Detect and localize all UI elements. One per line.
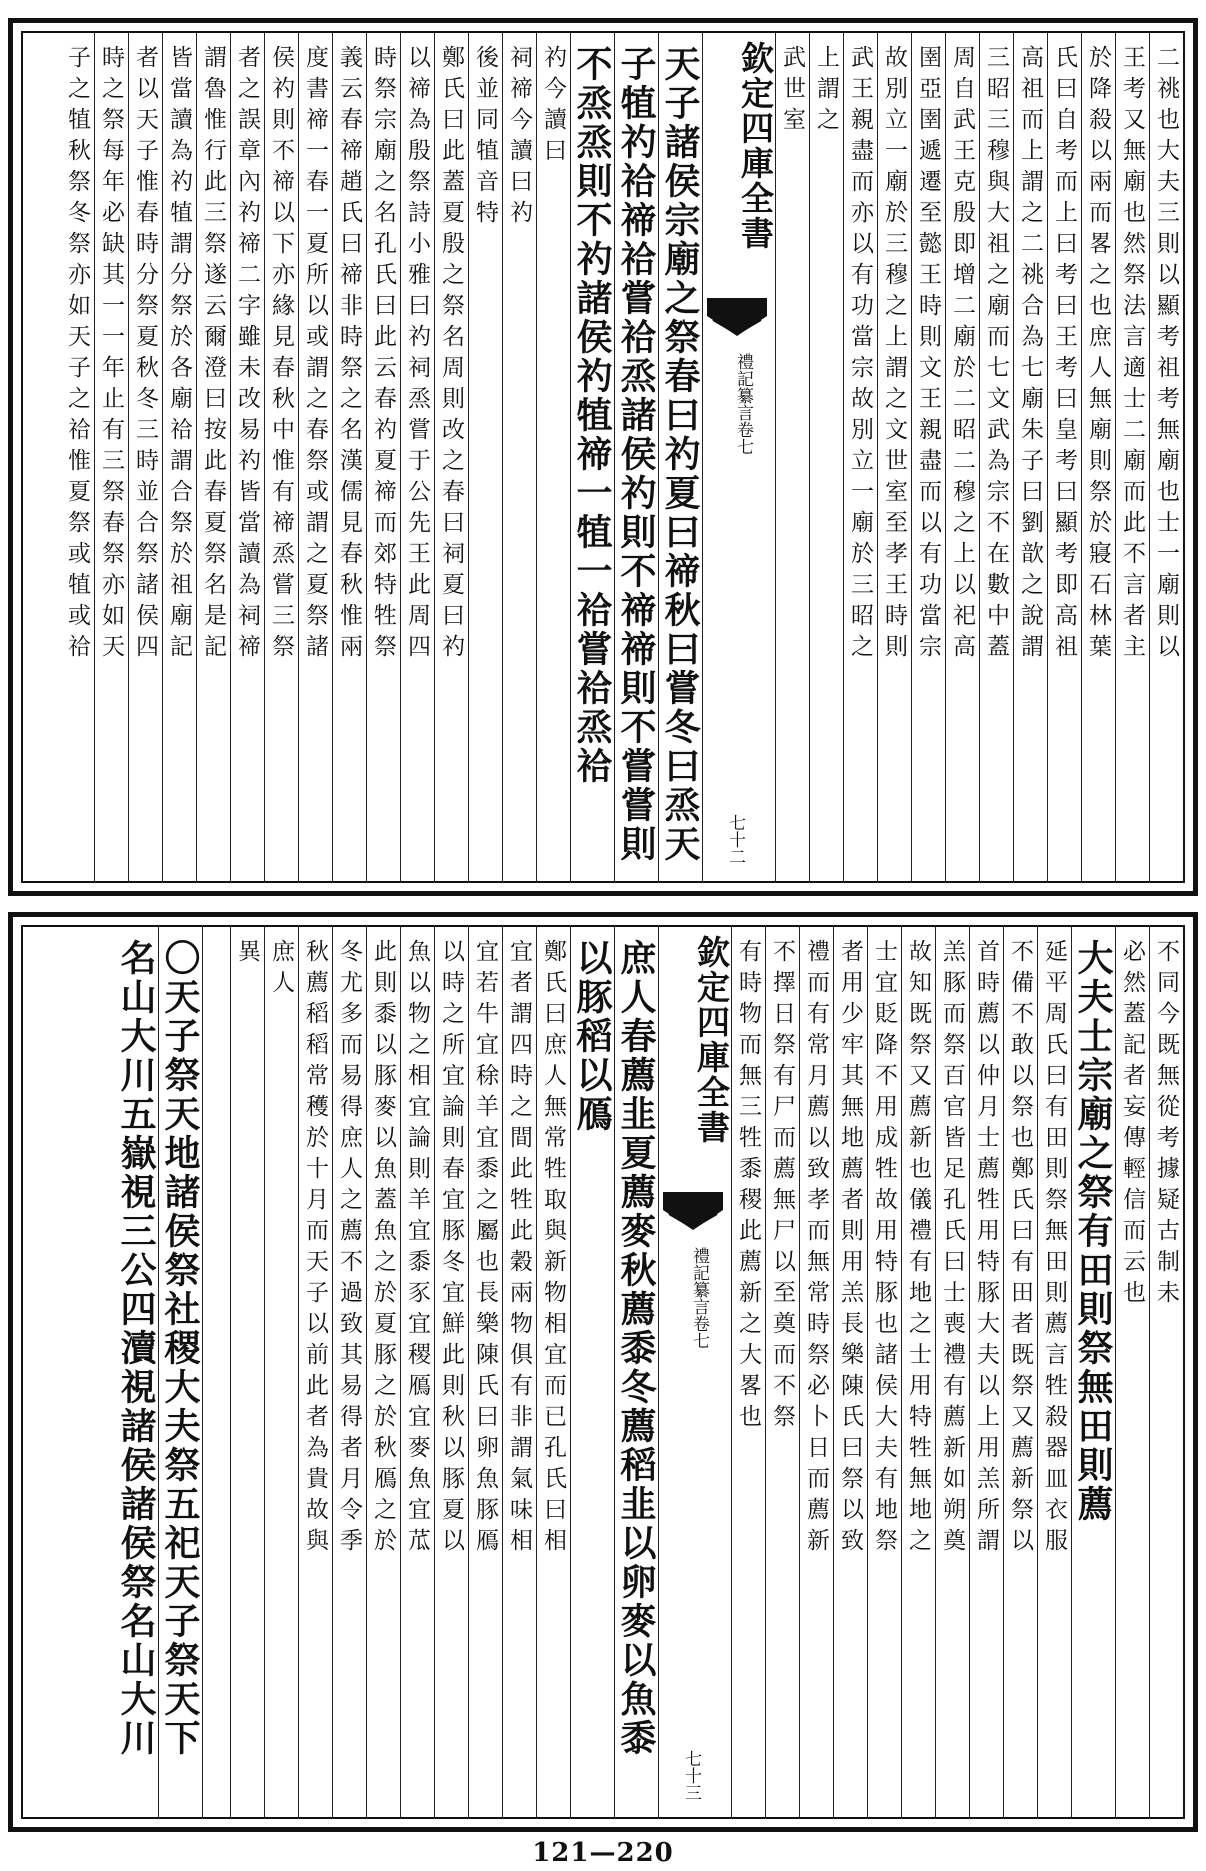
bottom-left-column-0: 庶人春薦韭夏薦麥秋薦黍冬薦稻韭以卵麥以魚黍 [614,927,658,1817]
bottom-right-column-9: 者用少牢其無地薦者則用羔長樂陳氏曰祭以致 [833,927,867,1817]
bottom-center-fold [658,927,731,1817]
bottom-right-column-8: 士宜貶降不用成牲故用特豚也諸侯大夫有地祭 [867,927,901,1817]
top-chapter: 卷七 [733,421,753,455]
top-right-column-6: 周自武王克殷即增二廟於二昭二穆之上以祀高 [945,33,979,881]
top-book-label [713,353,753,455]
bottom-right-column-2: 大夫士宗廟之祭有田則祭無田則薦 [1071,927,1115,1817]
top-page [8,18,1198,896]
bottom-right-column-10: 禮而有常月薦以致孝而無常時祭必卜日而薦新 [799,927,833,1817]
bottom-left-column-4: 宜若牛宜稌羊宜黍之屬也長樂陳氏曰卵魚豚鴈 [468,927,502,1817]
bottom-columns [23,927,1183,1817]
bottom-left-column-11: 異 [230,927,264,1817]
bottom-left-column-10: 庶人 [264,927,298,1817]
bottom-left-column-3: 宜者謂四時之間此牲此穀兩物俱有非謂氣味相 [502,927,536,1817]
bottom-right-column-0: 不同今既無從考據疑古制未 [1149,927,1183,1817]
bottom-center-side [659,927,709,1817]
top-right-column-10: 上謂之 [809,33,843,881]
top-columns [23,33,1183,881]
top-page-frame [21,31,1185,883]
bottom-center-title: 欽定四庫全書 [692,935,731,1145]
top-left-column-10: 度書禘一春一夏所以或謂之春祭或謂之夏祭諸 [298,33,332,881]
top-left-column-9: 義云春禘趙氏曰禘非時祭之名漢儒見春秋惟兩 [332,33,366,881]
bottom-left-column-14: 名山大川五嶽視三公四瀆視諸侯諸侯祭名山大川 [115,939,157,1758]
bottom-right-column-4: 不備不敢以祭也鄭氏曰有田者既祭又薦新祭以 [1003,927,1037,1817]
bottom-right-column-6: 羔豚而祭百官皆足孔氏曰士喪禮有薦新如朔奠 [935,927,969,1817]
bottom-right-column-11: 不擇日祭有尸而薦無尸以至奠而不祭 [765,927,799,1817]
top-right-column-9: 武王親盡而亦以有功當宗故別立一廟於三昭之 [843,33,877,881]
top-left-column-1: 子犆礿祫禘祫嘗祫烝諸侯礿則不禘禘則不嘗嘗則 [614,33,658,881]
bottom-left-column-13: 〇天子祭天地諸侯祭社稷大夫祭五祀天子祭天下 [158,927,202,1817]
bottom-left-column-8: 冬尤多而易得庶人之薦不過致其易得者月令季 [332,927,366,1817]
bottom-right-column-12: 有時物而無三牲黍稷此薦新之大畧也 [731,927,765,1817]
bottom-left-column-1: 以豚稻以鴈 [570,927,614,1817]
bottom-book-label [669,1247,709,1349]
top-left-column-0: 天子諸侯宗廟之祭春曰礿夏曰禘秋曰嘗冬曰烝天 [658,33,702,881]
top-book-title: 禮記纂言 [733,353,753,421]
bottom-folio: 七十三 [681,1750,701,1801]
top-folio: 七十二 [725,814,745,865]
top-left-column-6: 鄭氏曰此蓋夏殷之祭名周則改之春曰祠夏曰礿 [434,33,468,881]
top-right-column-11: 武世室 [775,33,809,881]
top-left-column-16: 時之祭每年必缺其一一年止有三祭春祭亦如天 [94,33,128,881]
bottom-left-column-7: 此則黍以豚麥以魚蓋魚之於夏豚之於秋鴈之於 [366,927,400,1817]
top-right-column-8: 故別立一廟於三穆之上謂之文世室至孝王時則 [877,33,911,881]
bottom-right-column-3: 延平周氏曰有田則祭無田則薦言牲殺器皿衣服 [1037,927,1071,1817]
top-left-column-17: 子之犆秋祭冬祭亦如天子之祫惟夏祭或犆或祫 [64,45,90,665]
top-right-column-3: 氏曰自考而上曰考曰王考曰皇考曰顯考即高祖 [1047,33,1081,881]
top-left-column-5: 後並同犆音特 [468,33,502,881]
top-right-column-7: 圉亞圉遞遷至懿王時則文王親盡而以有功當宗 [911,33,945,881]
top-left-column-7: 以禘為殷祭詩小雅曰礿祠烝嘗于公先王此周四 [400,33,434,881]
top-right-column-5: 三昭三穆與大祖之廟而七文武為宗不在數中蓋 [979,33,1013,881]
top-left-column-2: 不烝烝則不礿諸侯礿犆禘一犆一祫嘗祫烝祫 [570,33,614,881]
bottom-page [8,912,1198,1832]
bottom-left-column-5: 以時之所宜論則春宜豚冬宜鮮此則秋以豚夏以 [434,927,468,1817]
fishtail-icon [707,298,767,338]
top-right-column-1: 王考又無廟也然祭法言適士二廟而此不言者主 [1115,33,1149,881]
top-left-column-12: 者之誤章內礿禘二字雖未改易礿皆當讀為祠禘 [230,33,264,881]
top-left-column-11: 侯礿則不禘以下亦緣見春秋中惟有禘烝嘗三祭 [264,33,298,881]
top-left-column-4: 祠禘今讀曰礿 [502,33,536,881]
bottom-left-column-6: 魚以物之相宜論則羊宜黍豕宜稷鴈宜麥魚宜苽 [400,927,434,1817]
bottom-chapter: 卷七 [689,1315,709,1349]
top-left-column-3: 礿今讀曰 [536,33,570,881]
bottom-right-column-1: 必然蓋記者妄傳輕信而云也 [1115,927,1149,1817]
top-right-column-2: 於降殺以兩而畧之也庶人無廟則祭於寢石林葉 [1081,33,1115,881]
top-center-side [703,33,753,881]
bottom-page-frame [21,925,1185,1819]
bottom-left-column-12 [202,927,230,1817]
bottom-left-column-9: 秋薦稻稻常穫於十月而天子以前此者為貴故與 [298,927,332,1817]
top-left-column-15: 者以天子惟春時分祭夏秋冬三時並合祭諸侯四 [128,33,162,881]
bottom-left-column-2: 鄭氏曰庶人無常牲取與新物相宜而已孔氏曰相 [536,927,570,1817]
fishtail-icon [663,1192,723,1232]
bottom-right-column-7: 故知既祭又薦新也儀禮有地之士用特牲無地之 [901,927,935,1817]
top-left-column-8: 時祭宗廟之名孔氏曰此云春礿夏禘而郊特牲祭 [366,33,400,881]
top-left-column-13: 謂魯惟行此三祭遂云爾澄曰按此春夏祭名是記 [196,33,230,881]
bottom-book-title: 禮記纂言 [689,1247,709,1315]
top-center-title: 欽定四庫全書 [736,41,775,251]
top-left-column-14: 皆當讀為礿犆謂分祭於各廟祫謂合祭於祖廟記 [162,33,196,881]
top-right-column-4: 高祖而上謂之二祧合為七廟朱子曰劉歆之說謂 [1013,33,1047,881]
top-center-fold [702,33,775,881]
page-number: 121—220 [532,1838,674,1868]
bottom-right-column-5: 首時薦以仲月士薦牲用特豚大夫以上用羔所謂 [969,927,1003,1817]
top-right-column-0: 二祧也大夫三則以顯考祖考無廟也士一廟則以 [1149,33,1183,881]
